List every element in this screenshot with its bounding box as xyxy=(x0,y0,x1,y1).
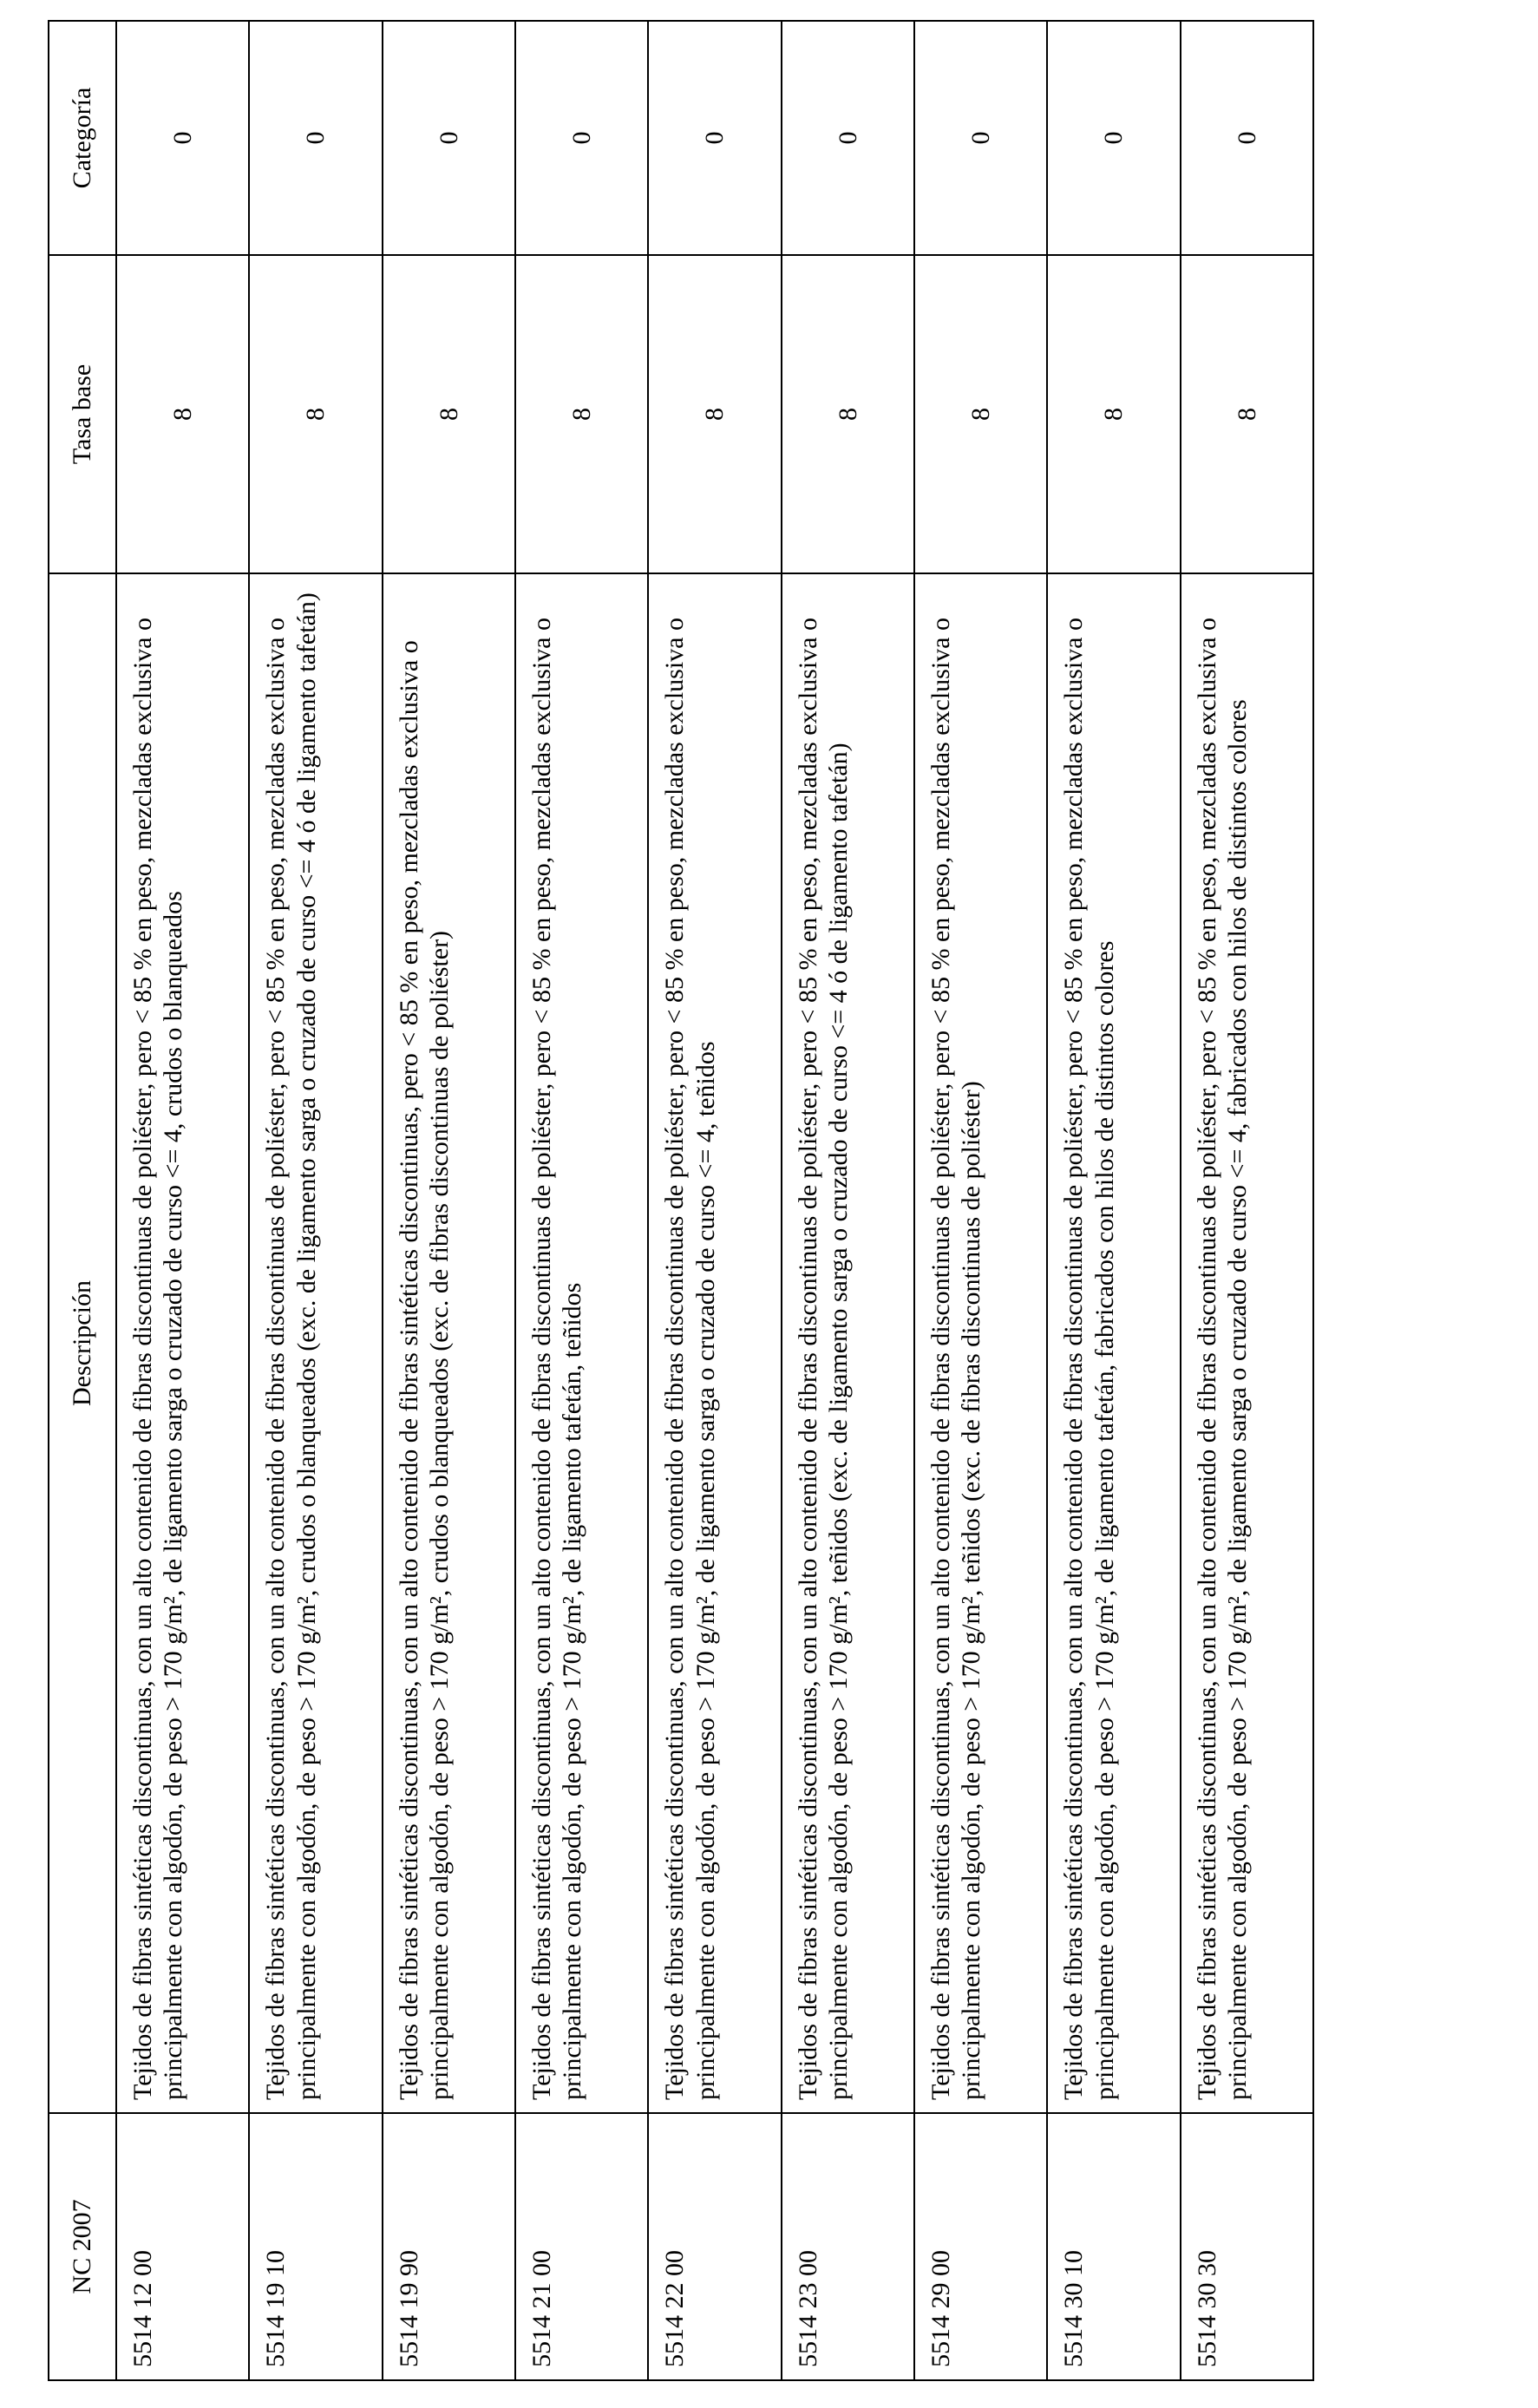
cell-tasa: 8 xyxy=(648,255,781,573)
cell-categoria: 0 xyxy=(515,21,648,255)
cell-descripcion: Tejidos de fibras sintéticas discontinuas, con un alto contenido de fibras discontinuas de poliéster, pero < 85 % en peso, mezcladas exclusiva o principalmente con algodón, de peso > 170 g/m², crudos o blanqueados (exc. de ligamento sarga o cruzado de curso <= 4 ó de ligamento tafetán) xyxy=(249,573,382,2113)
cell-nc: 5514 22 00 xyxy=(648,2113,781,2380)
table-row xyxy=(1047,21,1180,2380)
header-row xyxy=(49,21,116,2380)
table-row xyxy=(782,21,914,2380)
cell-tasa: 8 xyxy=(1047,255,1180,573)
cell-categoria: 0 xyxy=(914,21,1047,255)
table-row xyxy=(1181,21,1313,2380)
table-row xyxy=(648,21,781,2380)
cell-descripcion: Tejidos de fibras sintéticas discontinuas, con un alto contenido de fibras discontinuas de poliéster, pero < 85 % en peso, mezcladas exclusiva o principalmente con algodón, de peso > 170 g/m², de ligamento tafetán, teñidos xyxy=(515,573,648,2113)
cell-descripcion: Tejidos de fibras sintéticas discontinuas, con un alto contenido de fibras discontinuas de poliéster, pero < 85 % en peso, mezcladas exclusiva o principalmente con algodón, de peso > 170 g/m², teñidos (exc. de ligamento sarga o cruzado de curso <= 4 ó de ligamento tafetán) xyxy=(782,573,914,2113)
cell-tasa: 8 xyxy=(914,255,1047,573)
header-descripcion: Descripción xyxy=(49,573,116,2113)
cell-nc: 5514 12 00 xyxy=(116,2113,249,2380)
table-row xyxy=(116,21,249,2380)
cell-categoria: 0 xyxy=(116,21,249,255)
tariff-table xyxy=(48,20,1314,2381)
cell-nc: 5514 21 00 xyxy=(515,2113,648,2380)
cell-tasa: 8 xyxy=(1181,255,1313,573)
cell-tasa: 8 xyxy=(515,255,648,573)
cell-descripcion: Tejidos de fibras sintéticas discontinuas, con un alto contenido de fibras discontinuas de poliéster, pero < 85 % en peso, mezcladas exclusiva o principalmente con algodón, de peso > 170 g/m², de ligamento sarga o cruzado de curso <= 4, teñidos xyxy=(648,573,781,2113)
header-nc: NC 2007 xyxy=(49,2113,116,2380)
cell-descripcion: Tejidos de fibras sintéticas discontinuas, con un alto contenido de fibras discontinuas de poliéster, pero < 85 % en peso, mezcladas exclusiva o principalmente con algodón, de peso > 170 g/m², de ligamento sarga o cruzado de curso <= 4, crudos o blanqueados xyxy=(116,573,249,2113)
cell-nc: 5514 19 10 xyxy=(249,2113,382,2380)
cell-tasa: 8 xyxy=(782,255,914,573)
table-row xyxy=(914,21,1047,2380)
cell-descripcion: Tejidos de fibras sintéticas discontinuas, con un alto contenido de fibras discontinuas de poliéster, pero < 85 % en peso, mezcladas exclusiva o principalmente con algodón, de peso > 170 g/m², teñidos (exc. de fibras discontinuas de poliéster) xyxy=(914,573,1047,2113)
cell-tasa: 8 xyxy=(383,255,515,573)
table-row xyxy=(249,21,382,2380)
cell-categoria: 0 xyxy=(249,21,382,255)
header-categoria: Categoría xyxy=(49,21,116,255)
cell-descripcion: Tejidos de fibras sintéticas discontinuas, con un alto contenido de fibras discontinuas de poliéster, pero < 85 % en peso, mezcladas exclusiva o principalmente con algodón, de peso > 170 g/m², de ligamento sarga o cruzado de curso <= 4, fabricados con hilos de distintos colores xyxy=(1181,573,1313,2113)
table-row xyxy=(515,21,648,2380)
cell-descripcion: Tejidos de fibras sintéticas discontinuas, con un alto contenido de fibras sintéticas discontinuas, pero < 85 % en peso, mezcladas exclusiva o principalmente con algodón, de peso > 170 g/m², crudos o blanqueados (exc. de fibras discontinuas de poliéster) xyxy=(383,573,515,2113)
cell-nc: 5514 19 90 xyxy=(383,2113,515,2380)
cell-categoria: 0 xyxy=(1047,21,1180,255)
cell-nc: 5514 23 00 xyxy=(782,2113,914,2380)
cell-categoria: 0 xyxy=(782,21,914,255)
cell-categoria: 0 xyxy=(648,21,781,255)
cell-nc: 5514 29 00 xyxy=(914,2113,1047,2380)
cell-categoria: 0 xyxy=(1181,21,1313,255)
cell-descripcion: Tejidos de fibras sintéticas discontinuas, con un alto contenido de fibras discontinuas de poliéster, pero < 85 % en peso, mezcladas exclusiva o principalmente con algodón, de peso > 170 g/m², de ligamento tafetán, fabricados con hilos de distintos colores xyxy=(1047,573,1180,2113)
cell-nc: 5514 30 30 xyxy=(1181,2113,1313,2380)
cell-categoria: 0 xyxy=(383,21,515,255)
header-tasa: Tasa base xyxy=(49,255,116,573)
table-row xyxy=(383,21,515,2380)
cell-tasa: 8 xyxy=(249,255,382,573)
rotated-page xyxy=(48,22,1314,2381)
cell-tasa: 8 xyxy=(116,255,249,573)
cell-nc: 5514 30 10 xyxy=(1047,2113,1180,2380)
